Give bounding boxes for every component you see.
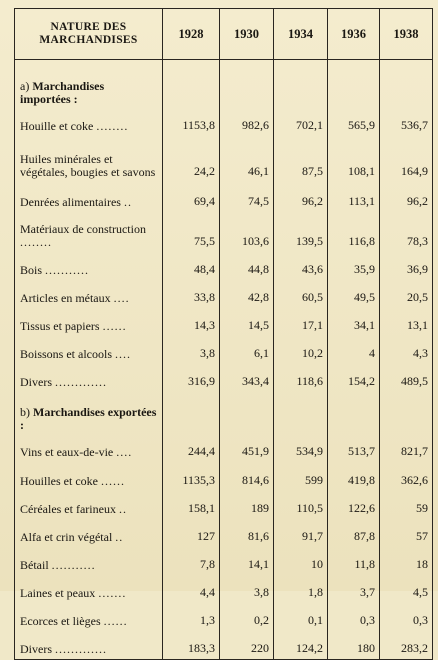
value-cell: 60,5: [274, 280, 328, 308]
section-letter: a): [20, 79, 30, 93]
row-label-cell: [15, 136, 163, 182]
row-label-cell: [15, 491, 163, 519]
value-cell: 108,1: [328, 136, 380, 182]
leader-dots: ........: [20, 235, 52, 249]
table-row: [15, 603, 433, 631]
value-cell: 158,1: [163, 491, 220, 519]
value-cell: 362,6: [380, 462, 433, 491]
section-header-row: [15, 60, 433, 111]
value-cell: 0,3: [380, 603, 433, 631]
row-label-cell: [15, 252, 163, 280]
value-cell: 316,9: [163, 364, 220, 392]
column-header-year: 1936: [328, 9, 380, 60]
table-row: [15, 436, 433, 462]
value-cell: 419,8: [328, 462, 380, 491]
value-cell: 189: [220, 491, 274, 519]
value-cell: 565,9: [328, 110, 380, 136]
value-cell: 122,6: [328, 491, 380, 519]
value-cell: 164,9: [380, 136, 433, 182]
value-cell: 11,8: [328, 547, 380, 575]
row-label: Divers: [20, 375, 52, 389]
empty-cell: [380, 392, 433, 436]
value-cell: 48,4: [163, 252, 220, 280]
row-label: Tissus et papiers: [20, 319, 100, 333]
value-cell: 96,2: [380, 182, 433, 212]
empty-cell: [274, 60, 328, 111]
value-cell: 3,8: [163, 336, 220, 364]
empty-cell: [220, 60, 274, 111]
value-cell: 702,1: [274, 110, 328, 136]
row-label: Houille et coke: [20, 119, 94, 133]
value-cell: 0,2: [220, 603, 274, 631]
leader-dots: ...........: [51, 558, 96, 572]
leader-dots: ....: [113, 291, 130, 305]
leader-dots: .............: [55, 375, 107, 389]
leader-dots: ...........: [45, 263, 90, 277]
value-cell: 81,6: [220, 519, 274, 547]
value-cell: 3,8: [220, 575, 274, 603]
value-cell: 33,8: [163, 280, 220, 308]
value-cell: 78,3: [380, 212, 433, 252]
table-row: [15, 519, 433, 547]
section-letter: b): [20, 405, 30, 419]
value-cell: 87,8: [328, 519, 380, 547]
value-cell: 87,5: [274, 136, 328, 182]
section-title: [15, 392, 163, 436]
value-cell: 814,6: [220, 462, 274, 491]
value-cell: 18: [380, 547, 433, 575]
value-cell: 220: [220, 631, 274, 660]
row-label-cell: [15, 110, 163, 136]
empty-cell: [328, 392, 380, 436]
row-label-cell: [15, 575, 163, 603]
row-label: Articles en métaux: [20, 291, 111, 305]
table-row: [15, 575, 433, 603]
leader-dots: .............: [55, 642, 107, 656]
value-cell: 4,4: [163, 575, 220, 603]
row-label: Denrées alimentaires: [20, 195, 121, 209]
value-cell: 14,5: [220, 308, 274, 336]
row-label-cell: [15, 280, 163, 308]
value-cell: 536,7: [380, 110, 433, 136]
value-cell: 42,8: [220, 280, 274, 308]
table-row: [15, 462, 433, 491]
value-cell: 96,2: [274, 182, 328, 212]
empty-cell: [163, 392, 220, 436]
value-cell: 91,7: [274, 519, 328, 547]
leader-dots: ....: [116, 445, 133, 459]
table-row: [15, 336, 433, 364]
row-label-cell: [15, 212, 163, 252]
leader-dots: ........: [96, 119, 129, 133]
column-header-year: 1930: [220, 9, 274, 60]
leader-dots: ......: [100, 474, 125, 488]
value-cell: 10: [274, 547, 328, 575]
value-cell: 36,9: [380, 252, 433, 280]
value-cell: 244,4: [163, 436, 220, 462]
row-label: Vins et eaux-de-vie: [20, 445, 114, 459]
row-label: Ecorces et lièges: [20, 614, 101, 628]
value-cell: 10,2: [274, 336, 328, 364]
column-header-year: 1934: [274, 9, 328, 60]
table-row: [15, 491, 433, 519]
value-cell: 7,8: [163, 547, 220, 575]
row-label-cell: [15, 308, 163, 336]
value-cell: 124,2: [274, 631, 328, 660]
value-cell: 43,6: [274, 252, 328, 280]
leader-dots: ....: [115, 347, 131, 361]
value-cell: 451,9: [220, 436, 274, 462]
value-cell: 127: [163, 519, 220, 547]
row-label-cell: [15, 182, 163, 212]
column-header-nature: [15, 9, 163, 60]
value-cell: 1135,3: [163, 462, 220, 491]
value-cell: 183,3: [163, 631, 220, 660]
value-cell: 46,1: [220, 136, 274, 182]
value-cell: 283,2: [380, 631, 433, 660]
section-title-text: Marchandises exportées :: [20, 405, 157, 432]
value-cell: 154,2: [328, 364, 380, 392]
value-cell: 1,3: [163, 603, 220, 631]
value-cell: 6,1: [220, 336, 274, 364]
value-cell: 513,7: [328, 436, 380, 462]
value-cell: 34,1: [328, 308, 380, 336]
value-cell: 0,3: [328, 603, 380, 631]
section-header-row: [15, 392, 433, 436]
trade-statistics-table: [14, 8, 433, 660]
value-cell: 17,1: [274, 308, 328, 336]
value-cell: 534,9: [274, 436, 328, 462]
table-row: [15, 110, 433, 136]
table-row: [15, 252, 433, 280]
value-cell: 118,6: [274, 364, 328, 392]
value-cell: 1153,8: [163, 110, 220, 136]
value-cell: 599: [274, 462, 328, 491]
value-cell: 75,5: [163, 212, 220, 252]
value-cell: 14,1: [220, 547, 274, 575]
table-row: [15, 136, 433, 182]
empty-cell: [163, 60, 220, 111]
value-cell: 3,7: [328, 575, 380, 603]
row-label-cell: [15, 603, 163, 631]
section-title-text: Marchandises importées :: [20, 79, 105, 106]
value-cell: 0,1: [274, 603, 328, 631]
row-label-cell: [15, 462, 163, 491]
header-row: [15, 9, 433, 60]
table-row: [15, 182, 433, 212]
leader-dots: ..: [123, 195, 132, 209]
value-cell: 180: [328, 631, 380, 660]
value-cell: 103,6: [220, 212, 274, 252]
nature-header-text: NATURE DES MARCHANDISES: [39, 21, 138, 46]
leader-dots: ......: [102, 319, 127, 333]
value-cell: 59: [380, 491, 433, 519]
row-label-cell: [15, 547, 163, 575]
value-cell: 116,8: [328, 212, 380, 252]
value-cell: 57: [380, 519, 433, 547]
column-header-year: 1938: [380, 9, 433, 60]
value-cell: 4,3: [380, 336, 433, 364]
row-label: Matériaux de construction: [20, 222, 146, 236]
value-cell: 44,8: [220, 252, 274, 280]
value-cell: 4,5: [380, 575, 433, 603]
value-cell: 49,5: [328, 280, 380, 308]
empty-cell: [274, 392, 328, 436]
value-cell: 113,1: [328, 182, 380, 212]
row-label: Bois: [20, 263, 43, 277]
row-label: Bétail: [20, 558, 49, 572]
value-cell: 343,4: [220, 364, 274, 392]
leader-dots: ..: [118, 502, 127, 516]
value-cell: 20,5: [380, 280, 433, 308]
value-cell: 69,4: [163, 182, 220, 212]
leader-dots: ......: [103, 614, 128, 628]
column-header-year: 1928: [163, 9, 220, 60]
empty-cell: [380, 60, 433, 111]
row-label: Laines et peaux: [20, 586, 96, 600]
value-cell: 489,5: [380, 364, 433, 392]
leader-dots: ..: [115, 530, 124, 544]
row-label-cell: [15, 336, 163, 364]
row-label-cell: [15, 631, 163, 660]
leader-dots: .......: [98, 586, 127, 600]
value-cell: 1,8: [274, 575, 328, 603]
row-label: Céréales et farineux: [20, 502, 116, 516]
table-row: [15, 308, 433, 336]
section-title: [15, 60, 163, 111]
value-cell: 110,5: [274, 491, 328, 519]
value-cell: 35,9: [328, 252, 380, 280]
value-cell: 14,3: [163, 308, 220, 336]
table-row: [15, 631, 433, 660]
row-label: Huiles minérales et végétales, bougies et savons: [20, 152, 156, 179]
row-label: Divers: [20, 642, 52, 656]
empty-cell: [328, 60, 380, 111]
value-cell: 982,6: [220, 110, 274, 136]
table-row: [15, 212, 433, 252]
value-cell: 24,2: [163, 136, 220, 182]
row-label: Alfa et crin végétal: [20, 530, 113, 544]
row-label: Houilles et coke: [20, 474, 98, 488]
table-row: [15, 364, 433, 392]
value-cell: 74,5: [220, 182, 274, 212]
value-cell: 821,7: [380, 436, 433, 462]
value-cell: 13,1: [380, 308, 433, 336]
row-label-cell: [15, 436, 163, 462]
row-label: Boissons et alcools: [20, 347, 112, 361]
empty-cell: [220, 392, 274, 436]
value-cell: 4: [328, 336, 380, 364]
table-row: [15, 280, 433, 308]
table-row: [15, 547, 433, 575]
value-cell: 139,5: [274, 212, 328, 252]
row-label-cell: [15, 519, 163, 547]
row-label-cell: [15, 364, 163, 392]
